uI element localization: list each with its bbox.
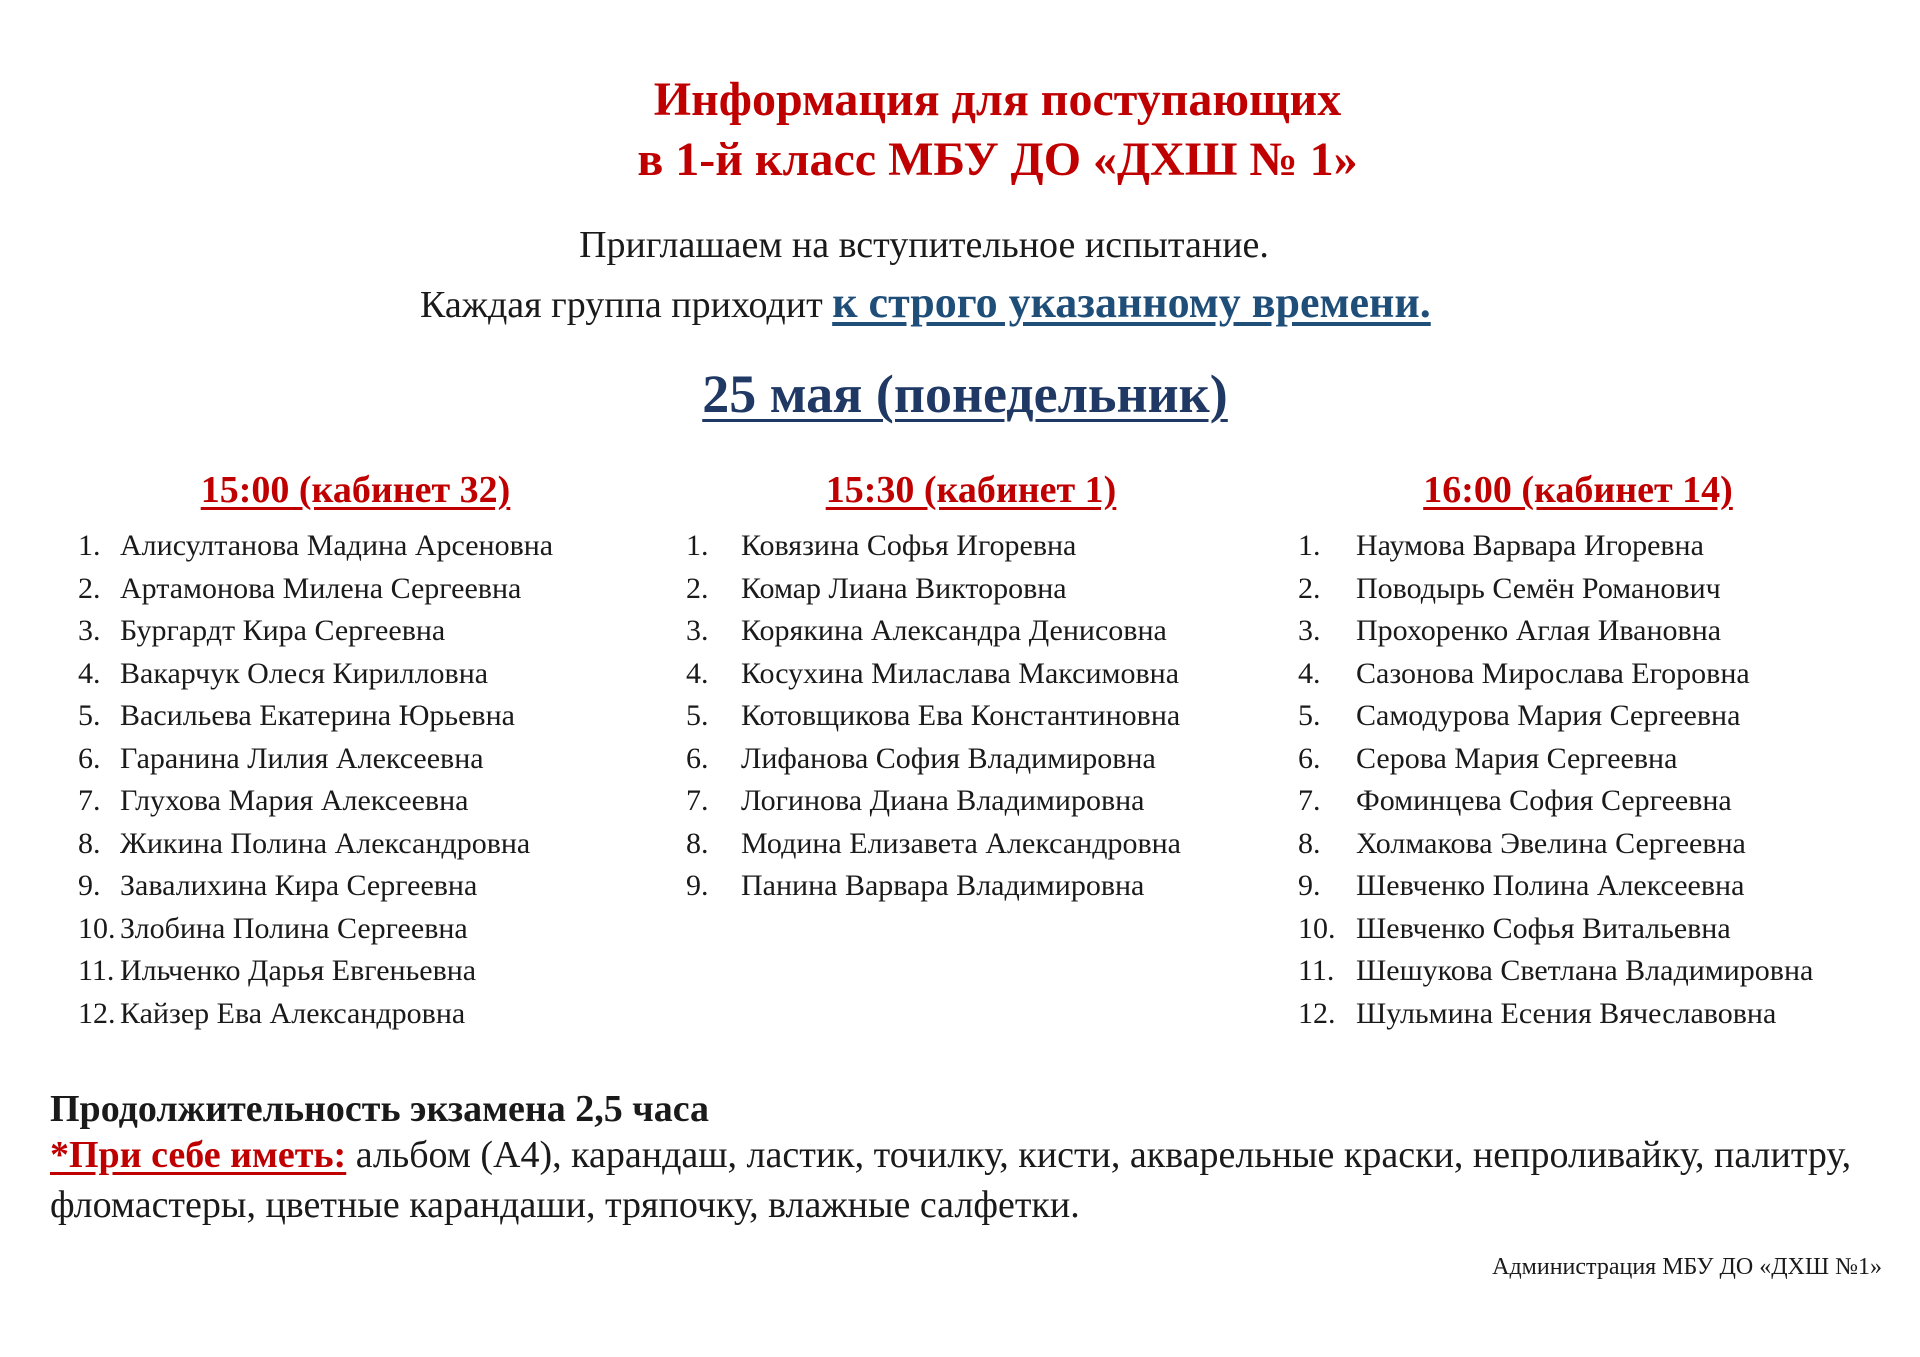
- list-item: [78, 568, 638, 611]
- list-item: [78, 610, 638, 653]
- list-item: [686, 780, 1246, 823]
- list-item: [1298, 780, 1878, 823]
- student-name: Ильченко Дарья Евгеньевна: [120, 954, 477, 987]
- list-item-number: 4.: [1298, 656, 1321, 690]
- student-name: Корякина Александра Денисовна: [741, 614, 1167, 647]
- list-item-number: 9.: [686, 869, 709, 902]
- list-item: [1298, 950, 1878, 993]
- list-item-number: 2.: [1298, 571, 1321, 605]
- exam-duration: Продолжительность экзамена 2,5 часа: [50, 1088, 710, 1130]
- student-name: Прохоренко Аглая Ивановна: [1356, 614, 1722, 647]
- group-heading-2: 15:30 (кабинет 1): [825, 469, 1117, 511]
- list-item-number: 4.: [686, 656, 709, 690]
- student-list-2: [686, 525, 1246, 908]
- list-item-number: 6.: [1298, 741, 1321, 775]
- exam-date-text: 25 мая (понедельник): [702, 364, 1228, 424]
- list-item: [1298, 568, 1878, 611]
- list-item-number: 7.: [686, 784, 709, 817]
- student-name: Артамонова Милена Сергеевна: [120, 571, 522, 605]
- student-name: Комар Лиана Викторовна: [741, 571, 1067, 605]
- items-to-bring: [50, 1130, 1900, 1230]
- list-item-number: 2.: [686, 571, 709, 605]
- list-item: [686, 525, 1246, 568]
- student-name: Злобина Полина Сергеевна: [120, 911, 468, 945]
- list-item: [78, 993, 638, 1036]
- arrival-notice-text: Каждая группа приходит: [420, 284, 833, 326]
- list-item: [686, 653, 1246, 696]
- list-item-number: 5.: [78, 699, 101, 732]
- student-name: Шульмина Есения Вячеславовна: [1356, 996, 1777, 1030]
- student-name: Самодурова Мария Сергеевна: [1356, 699, 1741, 732]
- list-item-number: 11.: [1298, 954, 1335, 987]
- exam-date: [0, 362, 1920, 426]
- list-item-number: 9.: [1298, 869, 1321, 902]
- list-item-number: 8.: [686, 826, 709, 860]
- arrival-notice-highlight: к строго указанному времени.: [832, 278, 1431, 327]
- list-item: [78, 823, 638, 866]
- student-name: Шешукова Светлана Владимировна: [1356, 954, 1814, 987]
- list-item-number: 3.: [1298, 614, 1321, 647]
- title-line-1: Информация для поступающих: [653, 73, 1342, 126]
- list-item: [78, 780, 638, 823]
- list-item: [686, 738, 1246, 781]
- list-item: [686, 610, 1246, 653]
- list-item: [686, 695, 1246, 738]
- page-title: [0, 70, 1920, 190]
- group-heading-1: 15:00 (кабинет 32): [200, 469, 511, 511]
- student-name: Логинова Диана Владимировна: [741, 784, 1145, 817]
- student-name: Гаранина Лилия Алексеевна: [120, 741, 484, 775]
- list-item-number: 12.: [78, 996, 116, 1030]
- student-name: Ковязина Софья Игоревна: [741, 529, 1077, 562]
- list-item-number: 12.: [1298, 996, 1336, 1030]
- list-item: [1298, 738, 1878, 781]
- list-item: [1298, 908, 1878, 951]
- student-list-3: [1298, 525, 1878, 1035]
- student-name: Холмакова Эвелина Сергеевна: [1356, 826, 1746, 860]
- list-item-number: 6.: [686, 741, 709, 775]
- list-item-number: 7.: [1298, 784, 1321, 817]
- list-item: [1298, 823, 1878, 866]
- list-item-number: 8.: [1298, 826, 1321, 860]
- student-list-1: [78, 525, 638, 1035]
- student-name: Кайзер Ева Александровна: [120, 996, 466, 1030]
- student-name: Бургардт Кира Сергеевна: [120, 614, 446, 647]
- invite-text: Приглашаем на вступительное испытание.: [579, 224, 1269, 266]
- items-to-bring-label: *При себе иметь:: [50, 1134, 347, 1176]
- list-item-number: 1.: [1298, 529, 1321, 562]
- student-name: Шевченко Полина Алексеевна: [1356, 869, 1745, 902]
- list-item-number: 5.: [686, 699, 709, 732]
- list-item: [78, 653, 638, 696]
- student-name: Косухина Миласлава Максимовна: [741, 656, 1180, 690]
- list-item: [686, 865, 1246, 908]
- list-item: [1298, 525, 1878, 568]
- student-name: Жикина Полина Александровна: [120, 826, 531, 860]
- student-name: Глухова Мария Алексеевна: [120, 784, 469, 817]
- student-name: Серова Мария Сергеевна: [1356, 741, 1678, 775]
- list-item: [78, 950, 638, 993]
- items-to-bring-text: альбом (А4), карандаш, ластик, точилку, кисти, акварельные краски, непроливайку, палитру, фломастеры, цветные карандаши, тряпочку, влажные салфетки.: [50, 1134, 1852, 1226]
- list-item-number: 5.: [1298, 699, 1321, 732]
- list-item: [1298, 993, 1878, 1036]
- group-column-3: [1298, 467, 1878, 1035]
- student-name: Васильева Екатерина Юрьевна: [120, 699, 515, 732]
- list-item-number: 2.: [78, 571, 101, 605]
- title-line-2: в 1-й класс МБУ ДО «ДХШ № 1»: [637, 133, 1358, 186]
- group-column-2: [686, 467, 1246, 908]
- list-item: [686, 823, 1246, 866]
- group-column-1: [78, 467, 638, 1035]
- list-item-number: 3.: [686, 614, 709, 647]
- student-name: Поводырь Семён Романович: [1356, 571, 1721, 605]
- student-name: Шевченко Софья Витальевна: [1356, 911, 1731, 945]
- student-name: Вакарчук Олеся Кирилловна: [120, 656, 489, 690]
- list-item-number: 8.: [78, 826, 101, 860]
- signature: Администрация МБУ ДО «ДХШ №1»: [1492, 1254, 1882, 1280]
- list-item: [1298, 610, 1878, 653]
- student-name: Наумова Варвара Игоревна: [1356, 529, 1704, 562]
- student-name: Сазонова Мирослава Егоровна: [1356, 656, 1750, 690]
- student-name: Завалихина Кира Сергеевна: [120, 869, 478, 902]
- list-item: [1298, 865, 1878, 908]
- student-name: Панина Варвара Владимировна: [741, 869, 1145, 902]
- student-name: Котовщикова Ева Константиновна: [741, 699, 1181, 732]
- list-item-number: 1.: [78, 529, 101, 562]
- group-heading-3: 16:00 (кабинет 14): [1423, 469, 1733, 511]
- list-item-number: 10.: [1298, 911, 1336, 945]
- list-item-number: 1.: [686, 529, 709, 562]
- list-item-number: 10.: [78, 911, 116, 945]
- list-item-number: 9.: [78, 869, 101, 902]
- student-name: Модина Елизавета Александровна: [741, 826, 1181, 860]
- student-name: Фоминцева София Сергеевна: [1356, 784, 1732, 817]
- arrival-notice: [420, 278, 1431, 330]
- list-item: [78, 865, 638, 908]
- list-item: [78, 908, 638, 951]
- list-item: [78, 525, 638, 568]
- student-name: Лифанова София Владимировна: [741, 741, 1156, 775]
- list-item-number: 3.: [78, 614, 101, 647]
- student-name: Алисултанова Мадина Арсеновна: [120, 529, 554, 562]
- list-item-number: 11.: [78, 954, 115, 987]
- list-item-number: 6.: [78, 741, 101, 775]
- list-item: [1298, 695, 1878, 738]
- list-item-number: 7.: [78, 784, 101, 817]
- list-item: [1298, 653, 1878, 696]
- list-item: [686, 568, 1246, 611]
- list-item: [78, 695, 638, 738]
- list-item-number: 4.: [78, 656, 101, 690]
- list-item: [78, 738, 638, 781]
